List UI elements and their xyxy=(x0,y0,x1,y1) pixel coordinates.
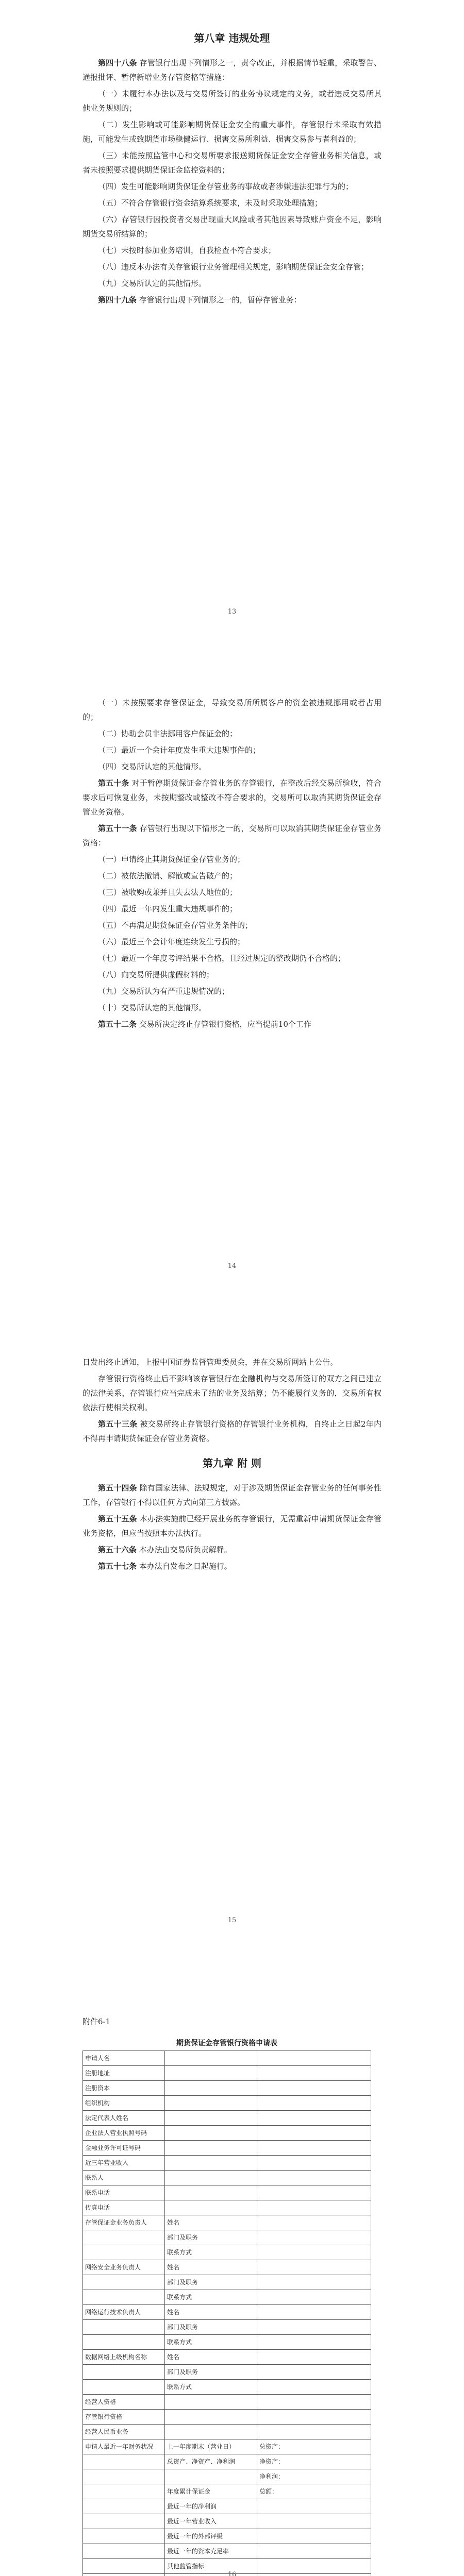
table-cell: 法定代表人姓名 xyxy=(83,2111,165,2126)
table-title: 期货保证金存管银行资格申请表 xyxy=(176,2039,277,2047)
art49-item: （一）未按照要求存管保证金，导致交易所所属客户的资金被违规挪用或者占用的； xyxy=(82,698,382,722)
table-cell xyxy=(257,2066,371,2081)
article-57: 第五十七条 本办法自发布之日起施行。 xyxy=(98,1562,232,1571)
table-cell xyxy=(83,2380,165,2395)
table-cell: 最近一年的净利润 xyxy=(165,2499,257,2514)
table-cell: 姓名 xyxy=(165,2305,257,2320)
table-cell xyxy=(257,2350,371,2365)
table-cell xyxy=(165,2081,257,2096)
table-cell: 联系人 xyxy=(83,2171,165,2185)
table-cell: 企业法人营业执照号码 xyxy=(83,2126,165,2141)
art48-item: （一）未履行本办法以及与交易所签订的业务协议规定的义务，或者违反交易所其他业务规则的； xyxy=(82,89,382,113)
table-cell: 部门及职务 xyxy=(165,2365,257,2380)
table-cell xyxy=(83,2230,165,2245)
article-53: 第五十三条 被交易所终止存管银行资格的存管银行业务机构，自终止之日起2年内不得再申请期货保证金存管业务资格。 xyxy=(82,1419,382,1443)
table-cell xyxy=(165,2395,257,2410)
table-row xyxy=(83,2171,371,2185)
art48-item: （六）存管银行因投资者交易出现重大风险或者其他因素导致账户资金不足，影响期货交易所结算的； xyxy=(82,215,382,239)
table-row xyxy=(83,2096,371,2111)
table-row xyxy=(83,2200,371,2215)
table-cell: 组织机构 xyxy=(83,2096,165,2111)
art51-item: （一）申请终止其期货保证金存管业务的； xyxy=(98,855,245,864)
table-row xyxy=(83,2215,371,2230)
table-row xyxy=(83,2230,371,2245)
table-cell xyxy=(83,2275,165,2290)
art48-item: （八）违反本办法有关存管银行业务管理相关规定，影响期货保证金安全存管； xyxy=(98,262,369,272)
art49-item: （三）最近一个会计年度发生重大违规事件的； xyxy=(98,745,261,755)
table-cell: 金融业务许可证号码 xyxy=(83,2141,165,2156)
table-cell: 网络安全业务负责人 xyxy=(83,2260,165,2275)
art51-item: （二）被依法撤销、解散或宣告破产的； xyxy=(98,871,238,880)
table-cell: 传真电话 xyxy=(83,2200,165,2215)
attachment-label: 附件6-1 xyxy=(82,2017,111,2026)
art48-item: （二）发生影响或可能影响期货保证金安全的重大事件，存管银行未采取有效措施，可能发生或致期货市场稳健运行、损害交易所利益、损害交易参与者利益的； xyxy=(82,120,382,144)
table-row xyxy=(83,2156,371,2171)
table-cell: 经营人民币业务 xyxy=(83,2425,165,2439)
table-cell xyxy=(257,2245,371,2260)
table-cell: 姓名 xyxy=(165,2260,257,2275)
table-cell xyxy=(257,2096,371,2111)
table-row xyxy=(83,2111,371,2126)
table-cell xyxy=(257,2051,371,2066)
table-cell: 联系方式 xyxy=(165,2380,257,2395)
table-cell: 净资产： xyxy=(257,2454,371,2469)
table-cell xyxy=(165,2051,257,2066)
table-row xyxy=(83,2365,371,2380)
art48-item: （七）未按时参加业务培训，自我检查不符合要求； xyxy=(98,246,276,255)
table-cell: 网络运行技术负责人 xyxy=(83,2305,165,2320)
table-cell xyxy=(83,2514,165,2529)
art48-item: （五）不符合存管银行资金结算系统要求，未及时采取处理措施； xyxy=(98,198,323,208)
table-cell: 存管银行资格 xyxy=(83,2410,165,2425)
art51-item: （六）最近三个会计年度连续发生亏损的； xyxy=(98,937,245,946)
table-cell xyxy=(83,2544,165,2559)
table-row xyxy=(83,2529,371,2544)
table-cell xyxy=(257,2529,371,2544)
table-row xyxy=(83,2290,371,2305)
table-cell xyxy=(165,2425,257,2439)
table-cell xyxy=(165,2200,257,2215)
page-number: 15 xyxy=(227,1917,237,1924)
table-row xyxy=(83,2126,371,2141)
table-cell: 姓名 xyxy=(165,2350,257,2365)
table-row xyxy=(83,2185,371,2200)
table-cell xyxy=(257,2141,371,2156)
page-13-text xyxy=(82,31,382,309)
article-52: 第五十二条 交易所决定终止存管银行资格，应当提前10个工作 xyxy=(98,1020,311,1029)
table-row xyxy=(83,2051,371,2066)
table-cell: 总额： xyxy=(257,2484,371,2499)
table-cell xyxy=(165,2111,257,2126)
article-54: 第五十四条 除有国家法律、法规规定，对于涉及期货保证金存管业务的任何事务性工作，存管银行不得以任何方式向第三方披露。 xyxy=(82,1483,382,1507)
table-cell xyxy=(257,2275,371,2290)
table-cell xyxy=(257,2514,371,2529)
table-row xyxy=(83,2141,371,2156)
art51-item: （七）最近一个年度考评结果不合格，且经过规定的整改期仍不合格的； xyxy=(98,954,346,963)
table-row xyxy=(83,2499,371,2514)
table-cell xyxy=(257,2200,371,2215)
table-cell: 申请人名 xyxy=(83,2051,165,2066)
table-cell xyxy=(257,2230,371,2245)
article-51: 第五十一条 存管银行出现以下情形之一的，交易所可以取消其期货保证金存管业务资格： xyxy=(82,824,382,848)
table-cell xyxy=(257,2111,371,2126)
table-cell xyxy=(257,2126,371,2141)
table-cell xyxy=(257,2215,371,2230)
table-row xyxy=(83,2439,371,2454)
art51-item: （十）交易所认定的其他情形。 xyxy=(98,1003,207,1012)
table-cell xyxy=(165,2171,257,2185)
art49-item: （四）交易所认定的其他情形。 xyxy=(98,762,207,771)
table-cell xyxy=(257,2305,371,2320)
art51-item: （三）被收购或兼并且失去法人地位的； xyxy=(98,888,238,897)
table-cell xyxy=(257,2380,371,2395)
table-cell: 联系方式 xyxy=(165,2245,257,2260)
table-cell: 姓名 xyxy=(165,2215,257,2230)
art51-item: （八）向交易所提供虚假材料的； xyxy=(98,970,214,979)
table-row xyxy=(83,2320,371,2335)
chapter-8-title: 第八章 违规处理 xyxy=(194,32,270,44)
table-cell xyxy=(257,2320,371,2335)
table-row xyxy=(83,2410,371,2425)
table-cell: 联系电话 xyxy=(83,2185,165,2200)
table-row xyxy=(83,2260,371,2275)
article-48: 第四十八条 存管银行出现下列情形之一，责令改正，并根据情节轻重，采取警告、通报批评、暂停新增业务存管资格等措施： xyxy=(82,58,382,82)
art51-item: （四）最近一年内发生重大违规事件的； xyxy=(98,904,238,913)
table-cell: 其他监管指标 xyxy=(165,2559,257,2574)
table-cell: 年度累计保证金 xyxy=(165,2484,257,2499)
page-16 xyxy=(0,1963,464,2576)
page-number: 16 xyxy=(227,2571,237,2576)
table-cell xyxy=(257,2156,371,2171)
table-cell xyxy=(257,2260,371,2275)
art51-item: （九）交易所认为有严重违规情况的； xyxy=(98,987,230,996)
table-cell: 数据网络上级机构名称 xyxy=(83,2350,165,2365)
page-14-text xyxy=(82,696,382,1033)
table-cell: 注册资本 xyxy=(83,2081,165,2096)
table-cell: 总资产： xyxy=(257,2439,371,2454)
table-cell xyxy=(257,2365,371,2380)
table-cell xyxy=(257,2335,371,2350)
table-cell xyxy=(257,2425,371,2439)
table-row xyxy=(83,2275,371,2290)
table-row xyxy=(83,2335,371,2350)
table-cell xyxy=(257,2395,371,2410)
table-cell xyxy=(165,2066,257,2081)
table-cell: 存管保证金业务负责人 xyxy=(83,2215,165,2230)
table-cell xyxy=(257,2290,371,2305)
table-cell xyxy=(83,2320,165,2335)
article-56: 第五十六条 本办法由交易所负责解释。 xyxy=(98,1545,232,1554)
table-cell: 部门及职务 xyxy=(165,2275,257,2290)
table-row xyxy=(83,2544,371,2559)
table-row xyxy=(83,2425,371,2439)
table-cell xyxy=(83,2290,165,2305)
application-form-table xyxy=(82,2036,371,2576)
page-14 xyxy=(0,654,464,1309)
table-cell: 最近一年的外部评级 xyxy=(165,2529,257,2544)
table-cell: 申请人最近一年财务状况 xyxy=(83,2439,165,2454)
table-cell xyxy=(83,2469,165,2484)
table-cell xyxy=(257,2544,371,2559)
table-cell xyxy=(165,2410,257,2425)
table-cell xyxy=(257,2499,371,2514)
chapter-9-title: 第九章 附 则 xyxy=(203,1457,261,1469)
article-55: 第五十五条 本办法实施前已经开展业务的存管银行，无需重新申请期货保证金存管业务资格，但应当按照本办法执行。 xyxy=(82,1514,382,1538)
table-cell: 上一年度期末（营业日） xyxy=(165,2439,257,2454)
art49-item: （二）协助会员非法挪用客户保证金的； xyxy=(98,729,238,738)
table-cell xyxy=(257,2081,371,2096)
table-cell xyxy=(83,2245,165,2260)
table-cell xyxy=(83,2454,165,2469)
page-number: 13 xyxy=(227,608,237,616)
table-row xyxy=(83,2514,371,2529)
table-cell xyxy=(83,2529,165,2544)
page-15 xyxy=(0,1309,464,1963)
termination-paragraph: 存管银行资格终止后不影响该存管银行在金融机构与交易所签订的双方之间已建立的法律关系，存管银行应当完成未了结的业务及结算；仍不能履行义务的，交易所有权依法行使相关权利。 xyxy=(82,1374,382,1412)
article-50: 第五十条 对于暂停期货保证金存管业务的存管银行，在整改后经交易所验收，符合要求后可恢复业务，未按期整改或整改不符合要求的，交易所可以取消其期货保证金存管业务资格。 xyxy=(82,778,382,817)
table-cell: 部门及职务 xyxy=(165,2230,257,2245)
table-cell xyxy=(165,2185,257,2200)
table-cell xyxy=(165,2126,257,2141)
page-15-text xyxy=(82,1355,382,1575)
table-row xyxy=(83,2350,371,2365)
table-cell xyxy=(83,2335,165,2350)
table-cell: 最近一年的资本充足率 xyxy=(165,2544,257,2559)
article-52-continued: 日发出终止通知，上报中国证券监督管理委员会，并在交易所网站上公告。 xyxy=(82,1358,338,1367)
table-cell: 总资产、净资产、净利润 xyxy=(165,2454,257,2469)
page-13 xyxy=(0,0,464,654)
table-row xyxy=(83,2395,371,2410)
article-49: 第四十九条 存管银行出现下列情形之一的，暂停存管业务： xyxy=(98,295,302,304)
table-cell xyxy=(257,2410,371,2425)
table-cell xyxy=(257,2185,371,2200)
table-row xyxy=(83,2454,371,2469)
table-cell xyxy=(165,2141,257,2156)
table-cell xyxy=(165,2156,257,2171)
table-cell xyxy=(83,2365,165,2380)
table-cell: 注册地址 xyxy=(83,2066,165,2081)
art48-item: （三）未能按照监管中心和交易所要求报送期货保证金安全存管业务相关信息，或者未按照要求提供期货保证金监控资料的； xyxy=(82,151,382,175)
table-cell xyxy=(83,2499,165,2514)
art48-item: （九）交易所认定的其他情形。 xyxy=(98,279,207,288)
page-number: 14 xyxy=(227,1262,237,1270)
table-row xyxy=(83,2305,371,2320)
table-cell xyxy=(165,2469,257,2484)
art51-item: （五）不再满足期货保证金存管业务条件的； xyxy=(98,921,253,930)
page-16-text xyxy=(82,2014,382,2576)
table-cell: 近三年营业收入 xyxy=(83,2156,165,2171)
table-row xyxy=(83,2066,371,2081)
table-row xyxy=(83,2380,371,2395)
table-row xyxy=(83,2469,371,2484)
table-cell: 最近一年营业收入 xyxy=(165,2514,257,2529)
table-cell: 经营人资格 xyxy=(83,2395,165,2410)
table-cell: 部门及职务 xyxy=(165,2320,257,2335)
table-row xyxy=(83,2484,371,2499)
table-row xyxy=(83,2245,371,2260)
table-cell: 净利润： xyxy=(257,2469,371,2484)
table-row xyxy=(83,2081,371,2096)
table-cell: 联系方式 xyxy=(165,2290,257,2305)
table-cell xyxy=(83,2484,165,2499)
table-cell: 联系方式 xyxy=(165,2335,257,2350)
table-cell xyxy=(257,2171,371,2185)
art48-item: （四）发生可能影响期货保证金存管业务的事故或者涉嫌违法犯罪行为的； xyxy=(98,182,354,191)
table-cell xyxy=(165,2096,257,2111)
